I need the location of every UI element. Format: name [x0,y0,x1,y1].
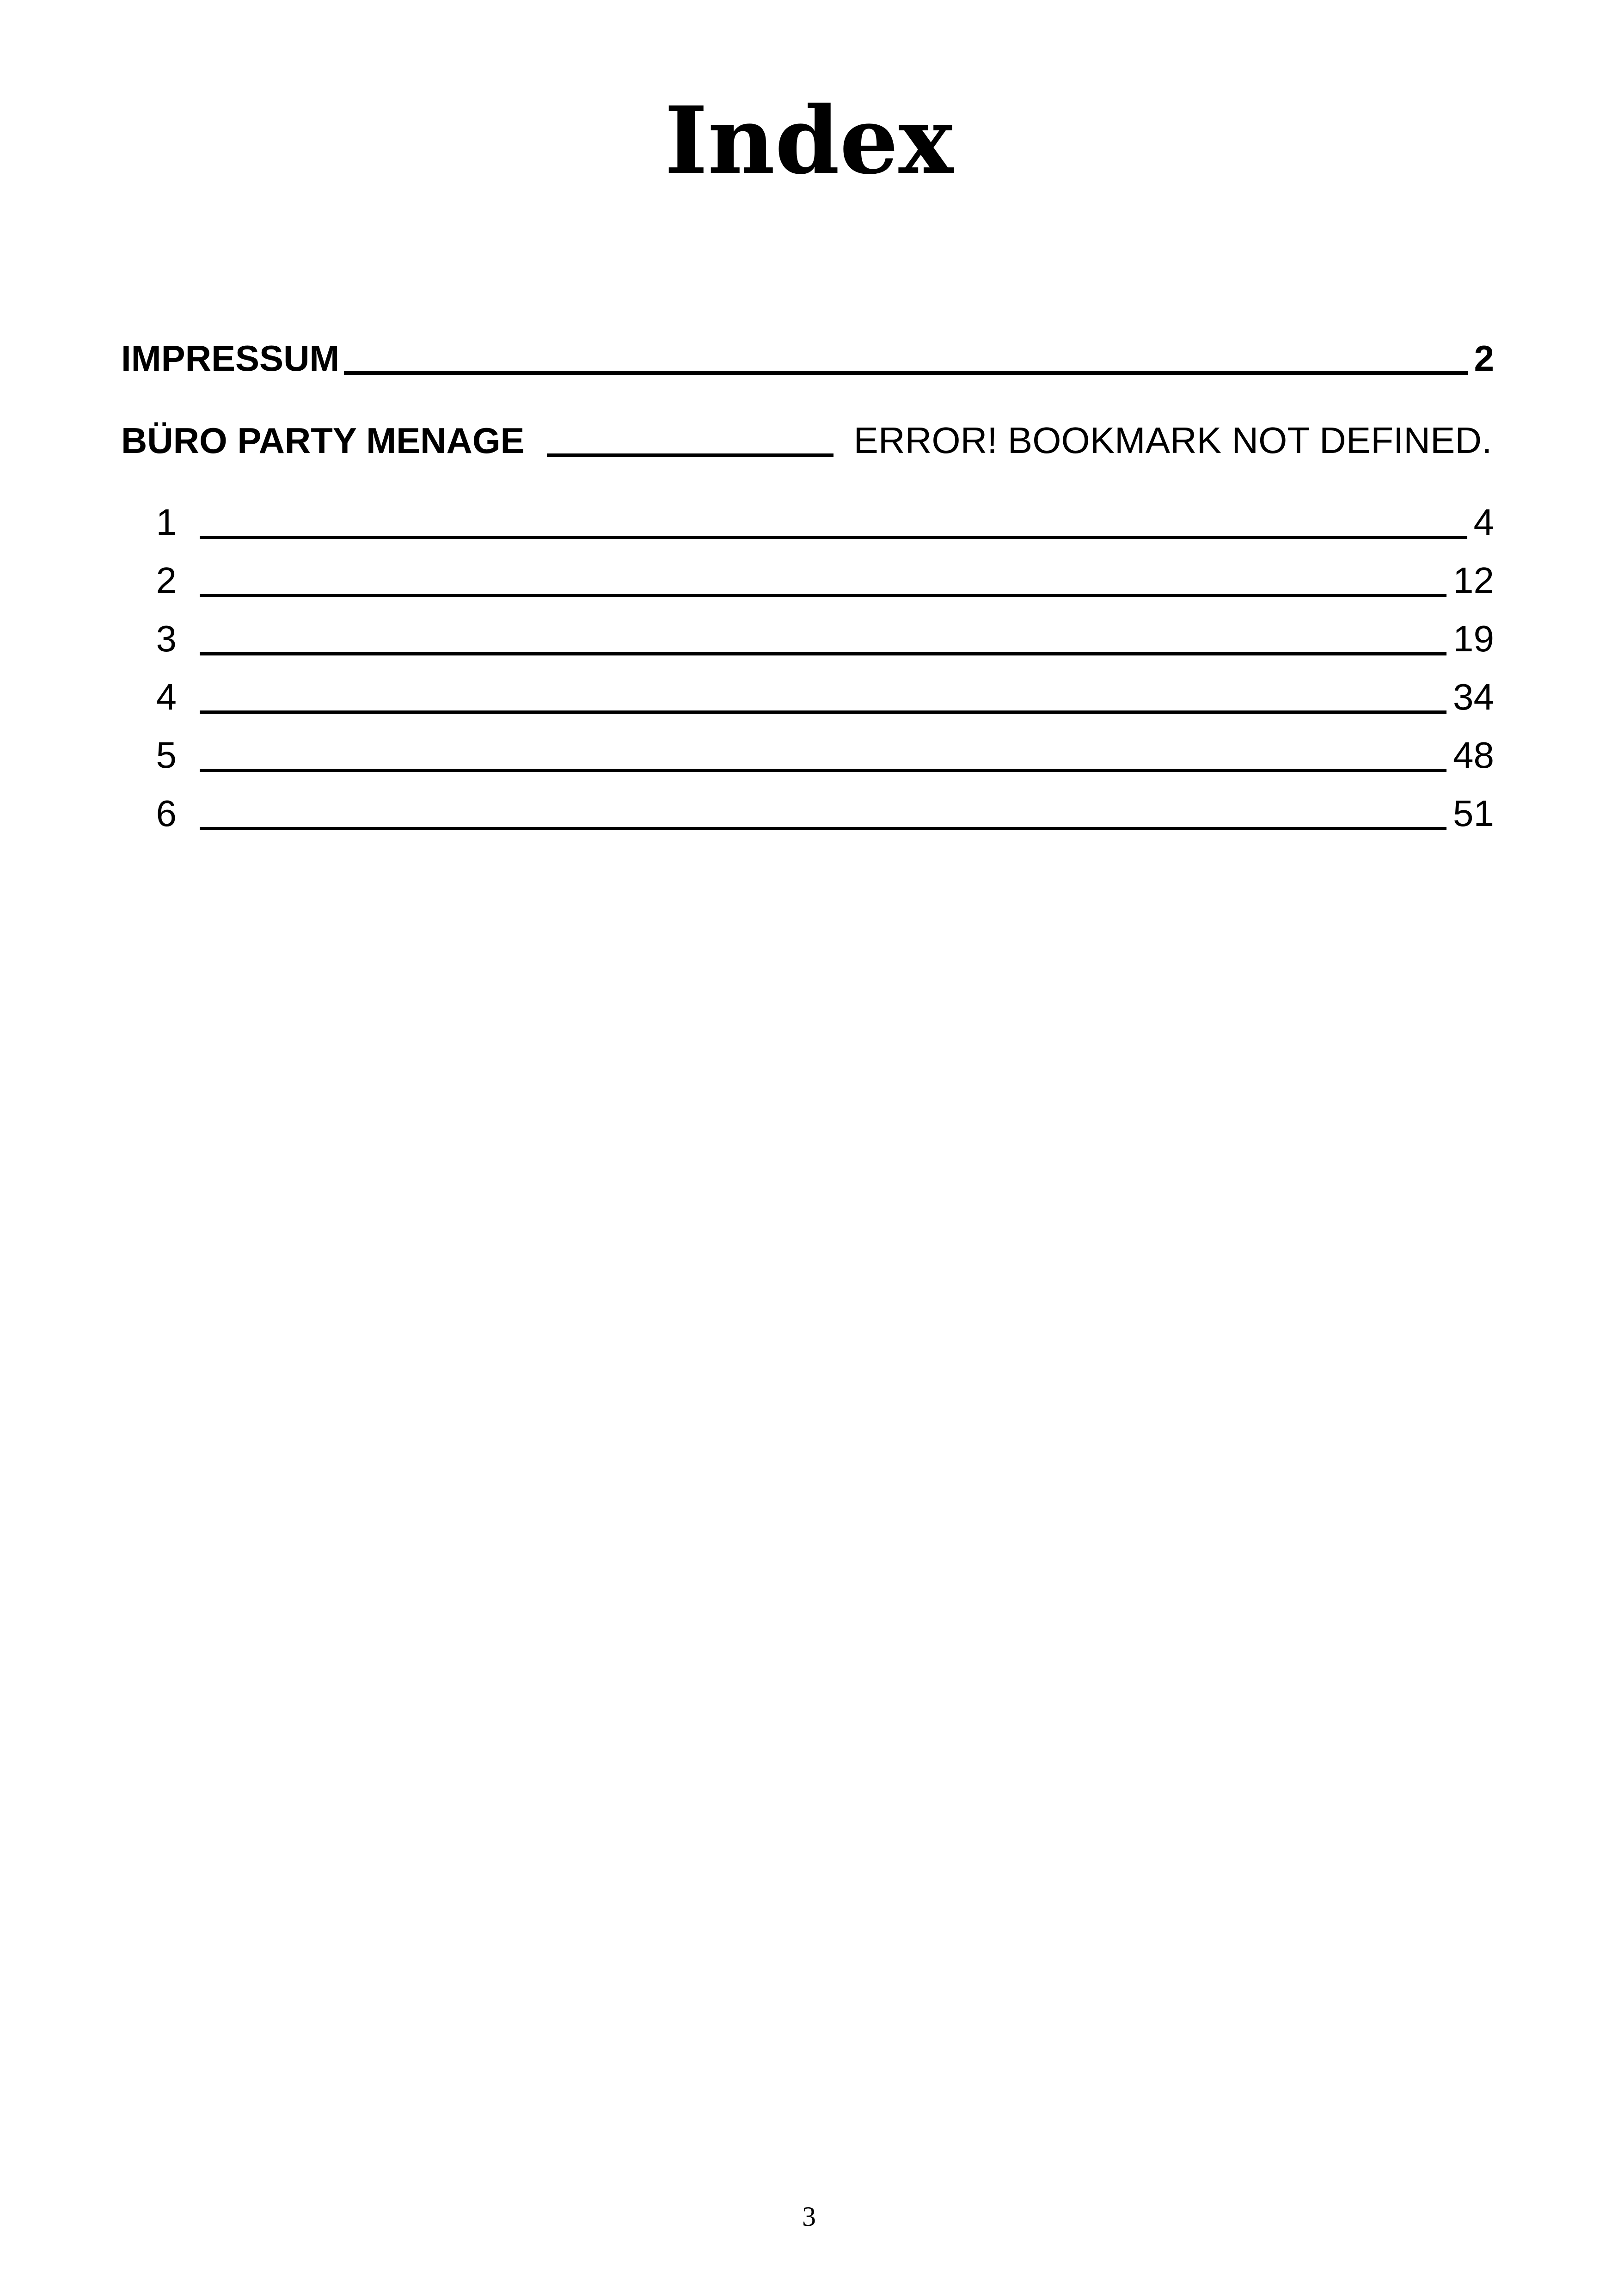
toc-subentry-label: 6 [156,793,177,834]
toc-subentry-page: 48 [1453,735,1494,776]
toc-subentry-label: 2 [156,560,177,601]
toc-entry-page: 2 [1474,338,1494,379]
toc-entry-label: IMPRESSUM [121,338,340,379]
toc-subentry[interactable] [121,611,1494,662]
toc-leader-line [200,652,1446,655]
toc-leader-line [200,768,1446,772]
toc-subentry-label: 1 [156,502,177,543]
toc-subentry[interactable] [121,495,1494,545]
toc-subentry-page: 4 [1473,502,1494,543]
toc-subentry-page: 12 [1453,560,1494,601]
toc-entry-label: BÜRO PARTY MENAGE [121,420,525,461]
toc-subentry-label: 4 [156,676,177,717]
toc-subentry[interactable] [121,728,1494,778]
toc-subentry-page: 51 [1453,793,1494,834]
toc-leader-line [200,827,1446,830]
toc-entry-page: ERROR! BOOKMARK NOT DEFINED. [853,420,1492,461]
toc-entry-buero-party-menage[interactable] [121,413,1494,464]
toc-subentry[interactable] [121,786,1494,837]
page-title: Index [664,86,954,195]
toc-subentry[interactable] [121,669,1494,720]
toc-leader-line [200,594,1446,597]
toc-subentry-label: 5 [156,735,177,776]
toc-leader-line [200,710,1446,714]
toc-leader-line [200,535,1467,539]
page-number: 3 [802,2201,816,2232]
toc-leader-line [547,453,834,457]
toc-entry-impressum[interactable] [121,331,1494,381]
toc-subentry-page: 34 [1453,676,1494,717]
toc-subentry[interactable] [121,553,1494,604]
toc-subentry-label: 3 [156,618,177,659]
toc-subentry-page: 19 [1453,618,1494,659]
toc-leader-line [344,371,1467,375]
